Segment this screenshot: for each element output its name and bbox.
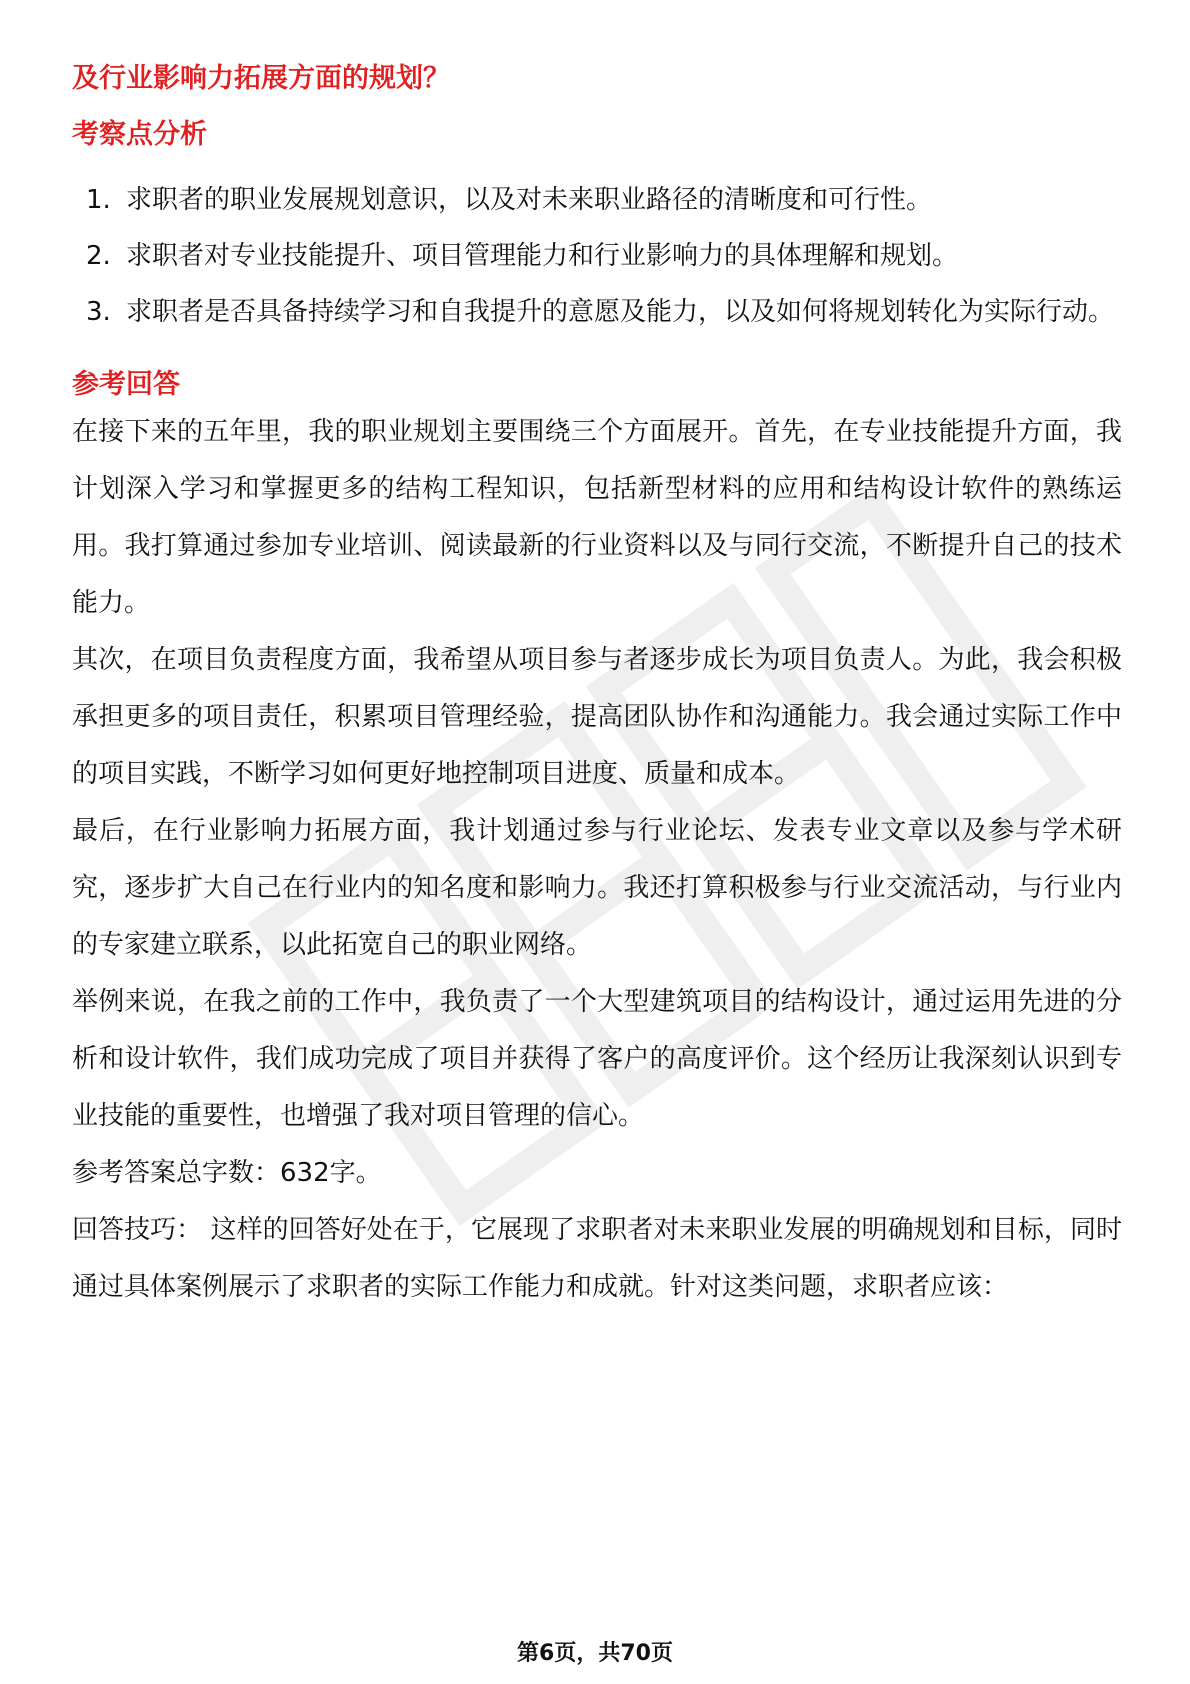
list-item	[72, 172, 1122, 228]
answer-paragraph: 最后，在行业影响力拓展方面，我计划通过参与行业论坛、发表专业文章以及参与学术研究，逐步扩大自己在行业内的知名度和影响力。我还打算积极参与行业交流活动，与行业内的专家建立联系，以此拓宽自己的职业网络。	[72, 816, 1122, 960]
list-item-text: 求职者是否具备持续学习和自我提升的意愿及能力，以及如何将规划转化为实际行动。	[126, 297, 1115, 327]
answer-tips: 回答技巧： 这样的回答好处在于，它展现了求职者对未来职业发展的明确规划和目标，同时通过具体案例展示了求职者的实际工作能力和成就。针对这类问题，求职者应该：	[72, 1215, 1122, 1302]
list-item	[72, 228, 1122, 284]
word-count: 参考答案总字数：632字。	[72, 1158, 382, 1188]
question-heading: 及行业影响力拓展方面的规划？	[72, 63, 450, 94]
page-number: 第6页，共70页	[517, 1641, 673, 1666]
answer-paragraph: 在接下来的五年里，我的职业规划主要围绕三个方面展开。首先，在专业技能提升方面，我计划深入学习和掌握更多的结构工程知识，包括新型材料的应用和结构设计软件的熟练运用。我打算通过参加专业培训、阅读最新的行业资料以及与同行交流，不断提升自己的技术能力。	[72, 417, 1122, 618]
answer-paragraph: 其次，在项目负责程度方面，我希望从项目参与者逐步成长为项目负责人。为此，我会积极承担更多的项目责任，积累项目管理经验，提高团队协作和沟通能力。我会通过实际工作中的项目实践，不断学习如何更好地控制项目进度、质量和成本。	[72, 645, 1122, 789]
list-item-number: 2.	[86, 241, 111, 271]
analysis-list	[72, 172, 1122, 340]
list-item-text: 求职者的职业发展规划意识，以及对未来职业路径的清晰度和可行性。	[126, 185, 933, 215]
list-item-text: 求职者对专业技能提升、项目管理能力和行业影响力的具体理解和规划。	[126, 241, 959, 271]
answer-heading: 参考回答	[72, 369, 180, 400]
list-item-number: 1.	[86, 185, 111, 215]
analysis-heading: 考察点分析	[72, 119, 207, 150]
list-item-number: 3.	[86, 297, 111, 327]
answer-paragraph: 举例来说，在我之前的工作中，我负责了一个大型建筑项目的结构设计，通过运用先进的分析和设计软件，我们成功完成了项目并获得了客户的高度评价。这个经历让我深刻认识到专业技能的重要性，也增强了我对项目管理的信心。	[72, 987, 1122, 1131]
content-area	[72, 56, 1122, 1316]
list-item	[72, 284, 1122, 340]
